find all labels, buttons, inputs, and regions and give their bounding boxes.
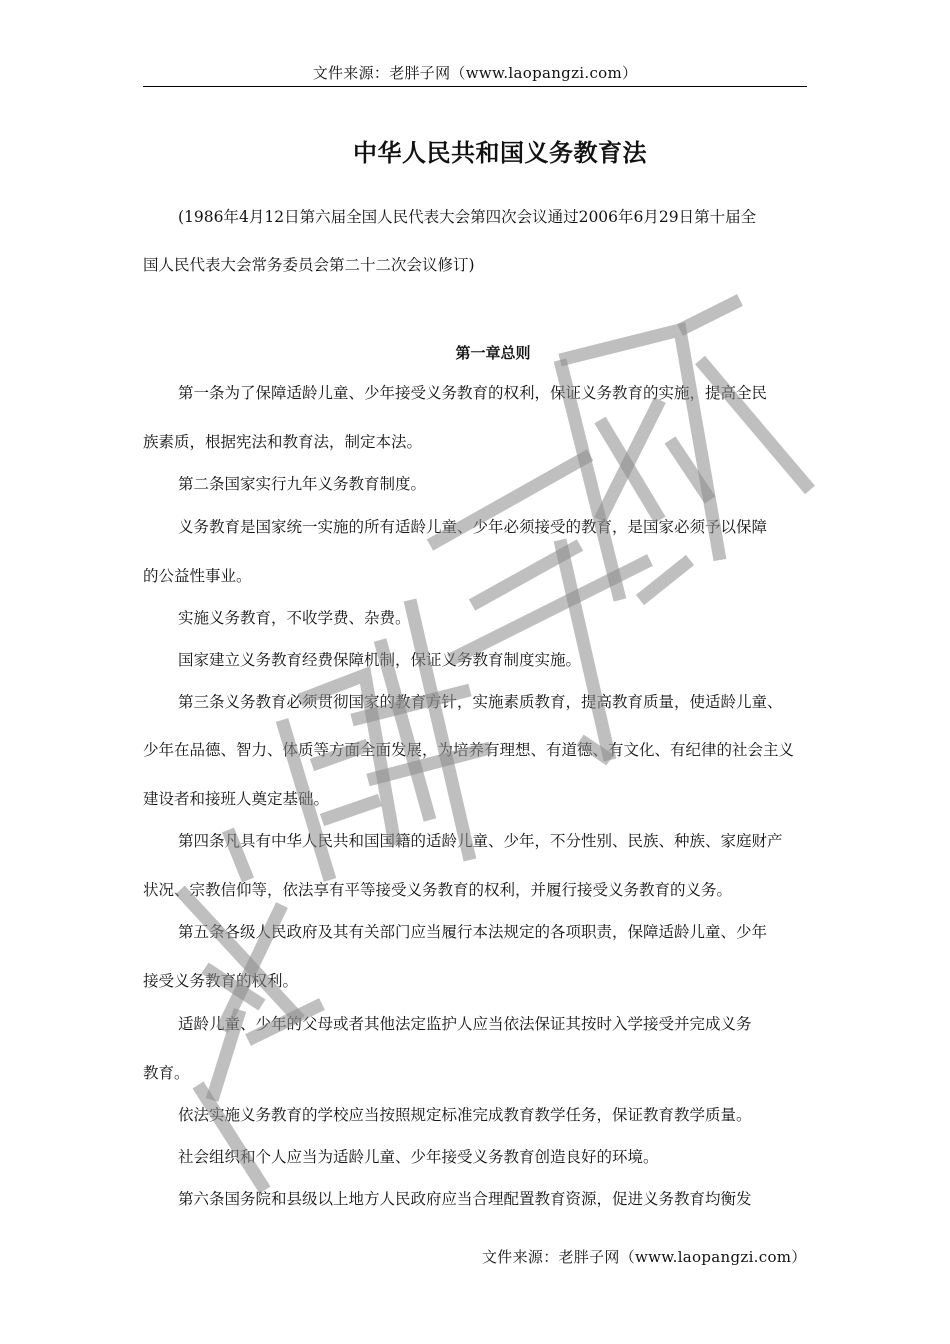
- body-line: 实施义务教育，不收学费、杂费。: [178, 609, 411, 627]
- body-line: 族素质，根据宪法和教育法，制定本法。: [143, 433, 423, 451]
- body-line: 国家建立义务教育经费保障机制，保证义务教育制度实施。: [178, 651, 582, 669]
- body-line: 建设者和接班人奠定基础。: [143, 790, 330, 808]
- body-line: 教育。: [143, 1064, 190, 1082]
- preamble-line-2: 国人民代表大会常务委员会第二十二次会议修订): [143, 256, 475, 274]
- body-line: 状况、宗教信仰等，依法享有平等接受义务教育的权利，并履行接受义务教育的义务。: [143, 881, 733, 899]
- body-line: 依法实施义务教育的学校应当按照规定标准完成教育教学任务，保证教育教学质量。: [178, 1106, 752, 1124]
- body-line: 第四条凡具有中华人民共和国国籍的适龄儿童、少年，不分性别、民族、种族、家庭财产: [178, 832, 783, 850]
- body-line: 社会组织和个人应当为适龄儿童、少年接受义务教育创造良好的环境。: [178, 1148, 659, 1166]
- header-divider: [143, 86, 807, 87]
- body-line: 少年在品德、智力、体质等方面全面发展，为培养有理想、有道德、有文化、有纪律的社会主义: [143, 741, 795, 759]
- body-line: 第二条国家实行九年义务教育制度。: [178, 475, 427, 493]
- body-line: 第五条各级人民政府及其有关部门应当履行本法规定的各项职责，保障适龄儿童、少年: [178, 923, 768, 941]
- footer-source-text: 文件来源：老胖子网（www.laopangzi.com）: [482, 1248, 807, 1266]
- body-line: 适龄儿童、少年的父母或者其他法定监护人应当依法保证其按时入学接受并完成义务: [178, 1015, 752, 1033]
- body-line: 第一条为了保障适龄儿童、少年接受义务教育的权利，保证义务教育的实施，提高全民: [178, 384, 768, 402]
- body-line: 义务教育是国家统一实施的所有适龄儿童、少年必须接受的教育，是国家必须予以保障: [178, 518, 768, 536]
- header-source-text: 文件来源：老胖子网（www.laopangzi.com）: [312, 64, 638, 82]
- body-line: 第三条义务教育必须贯彻国家的教育方针，实施素质教育，提高教育质量，使适龄儿童、: [178, 693, 783, 711]
- body-line: 接受义务教育的权利。: [143, 972, 299, 990]
- preamble-line-1: (1986年4月12日第六届全国人民代表大会第四次会议通过2006年6月29日第十届全: [178, 208, 757, 226]
- body-line: 第六条国务院和县级以上地方人民政府应当合理配置教育资源，促进义务教育均衡发: [178, 1190, 752, 1208]
- chapter-heading: 第一章总则: [455, 344, 531, 362]
- body-line: 的公益性事业。: [143, 567, 252, 585]
- document-title: 中华人民共和国义务教育法: [353, 139, 647, 167]
